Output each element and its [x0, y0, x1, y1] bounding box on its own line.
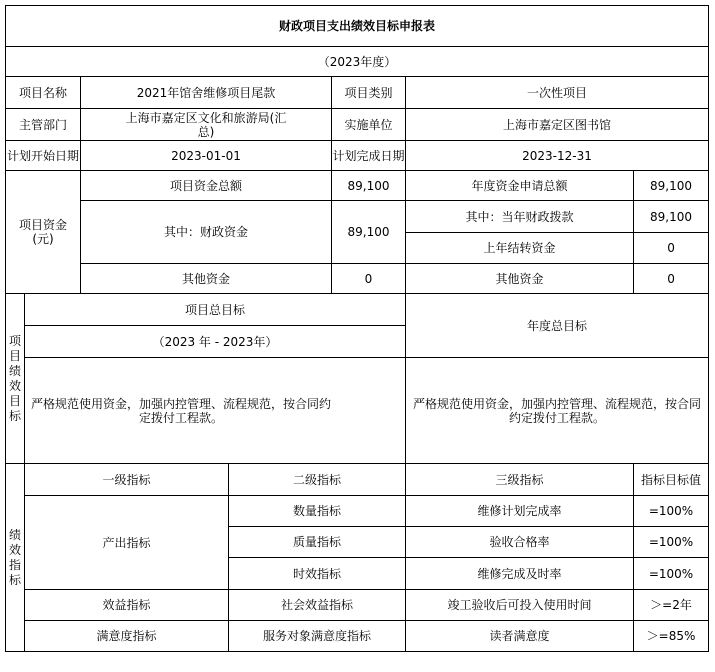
fiscal-funds-value: 89,100 — [332, 201, 406, 264]
fiscal-funds-label: 其中：财政资金 — [81, 201, 332, 264]
end-date-label: 计划完成日期 — [332, 141, 406, 171]
timeliness-indicator: 时效指标 — [229, 558, 406, 590]
implementing-unit-label: 实施单位 — [332, 109, 406, 141]
other-funds-label-2: 其他资金 — [406, 264, 634, 294]
reader-satisfaction: 读者满意度 — [406, 621, 634, 652]
form-title: 财政项目支出绩效目标申报表 — [6, 6, 709, 47]
carryover-value: 0 — [634, 233, 709, 264]
project-goals-label: 项目绩效目标 — [6, 294, 25, 464]
level1-header: 一级指标 — [25, 464, 229, 496]
benefit-indicator-label: 效益指标 — [25, 590, 229, 621]
other-funds-value: 0 — [332, 264, 406, 294]
total-funds-label: 项目资金总额 — [81, 171, 332, 201]
quality-indicator: 质量指标 — [229, 527, 406, 558]
service-satisfaction-indicator: 服务对象满意度指标 — [229, 621, 406, 652]
quality-target: =100% — [634, 527, 709, 558]
project-name-label: 项目名称 — [6, 77, 81, 109]
total-funds-value: 89,100 — [332, 171, 406, 201]
fiscal-year: （2023年度） — [6, 47, 709, 77]
level2-header: 二级指标 — [229, 464, 406, 496]
benefit-target: ＞=2年 — [634, 590, 709, 621]
usable-after-acceptance: 竣工验收后可投入使用时间 — [406, 590, 634, 621]
total-goal-text: 严格规范使用资金，加强内控管理、流程规范，按合同约定拨付工程款。 — [25, 358, 406, 464]
quantity-indicator: 数量指标 — [229, 496, 406, 527]
total-goal-label: 项目总目标 — [25, 294, 406, 326]
annual-goal-text: 严格规范使用资金，加强内控管理、流程规范，按合同约定拨付工程款。 — [406, 358, 709, 464]
start-date-value: 2023-01-01 — [81, 141, 332, 171]
current-fiscal-value: 89,100 — [634, 201, 709, 233]
carryover-label: 上年结转资金 — [406, 233, 634, 264]
supervising-dept-value: 上海市嘉定区文化和旅游局(汇总) — [81, 109, 332, 141]
social-benefit-indicator: 社会效益指标 — [229, 590, 406, 621]
annual-request-value: 89,100 — [634, 171, 709, 201]
annual-goal-label: 年度总目标 — [406, 294, 709, 358]
total-goal-period: （2023 年 - 2023年） — [25, 326, 406, 358]
output-indicator-label: 产出指标 — [25, 496, 229, 590]
repair-timeliness-rate: 维修完成及时率 — [406, 558, 634, 590]
supervising-dept-label: 主管部门 — [6, 109, 81, 141]
implementing-unit-value: 上海市嘉定区图书馆 — [406, 109, 709, 141]
other-funds-value-2: 0 — [634, 264, 709, 294]
indicators-label: 绩效指标 — [6, 464, 25, 652]
annual-request-label: 年度资金申请总额 — [406, 171, 634, 201]
project-name-value: 2021年馆舍维修项目尾款 — [81, 77, 332, 109]
satisfaction-indicator-label: 满意度指标 — [25, 621, 229, 652]
start-date-label: 计划开始日期 — [6, 141, 81, 171]
target-header: 指标目标值 — [634, 464, 709, 496]
level3-header: 三级指标 — [406, 464, 634, 496]
current-fiscal-label: 其中：当年财政拨款 — [406, 201, 634, 233]
other-funds-label: 其他资金 — [81, 264, 332, 294]
satisfaction-target: ＞=85% — [634, 621, 709, 652]
quantity-target: =100% — [634, 496, 709, 527]
form-table — [5, 5, 709, 652]
end-date-value: 2023-12-31 — [406, 141, 709, 171]
repair-plan-completion-rate: 维修计划完成率 — [406, 496, 634, 527]
timeliness-target: =100% — [634, 558, 709, 590]
acceptance-pass-rate: 验收合格率 — [406, 527, 634, 558]
project-category-label: 项目类别 — [332, 77, 406, 109]
project-funds-label: 项目资金(元) — [6, 171, 81, 294]
project-category-value: 一次性项目 — [406, 77, 709, 109]
